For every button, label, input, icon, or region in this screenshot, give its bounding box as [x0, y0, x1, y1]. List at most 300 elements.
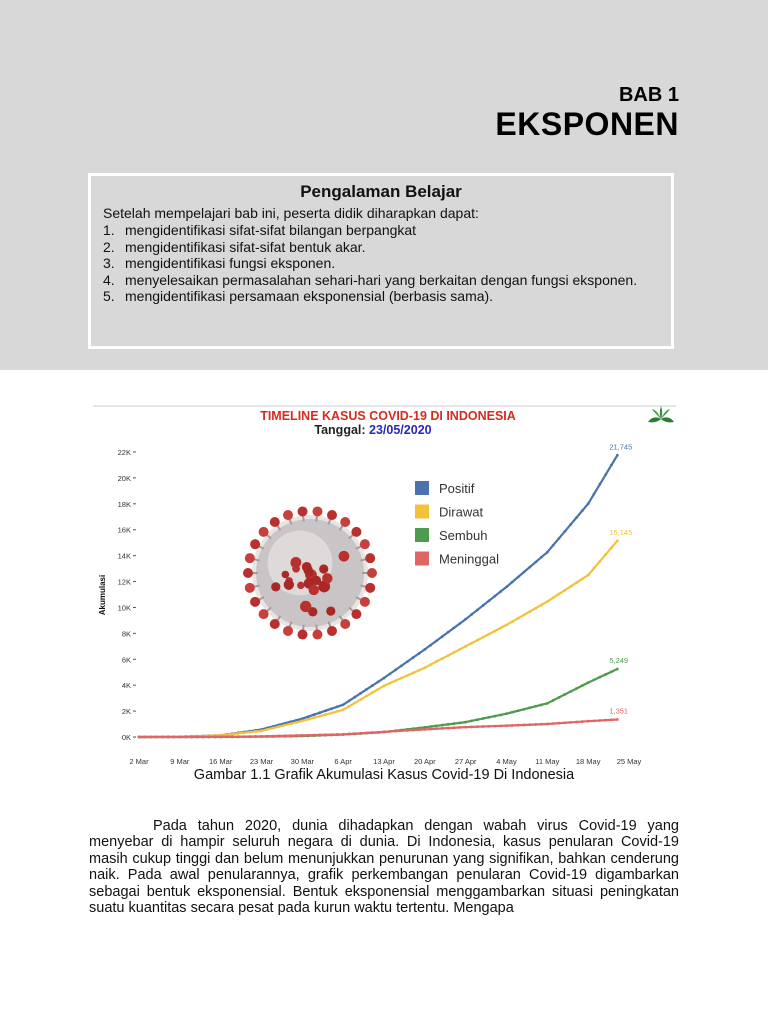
data-point: [330, 707, 333, 710]
x-tick-label: 16 Mar: [208, 757, 233, 766]
y-axis-label: Akumulasi: [98, 574, 107, 616]
data-point: [313, 713, 316, 716]
data-point: [458, 721, 461, 724]
data-point: [283, 734, 286, 737]
data-point: [161, 736, 164, 739]
data-point: [318, 715, 321, 718]
body-text: [89, 818, 679, 916]
data-point: [418, 728, 421, 731]
x-tick-label: 6 Apr: [334, 757, 352, 766]
covid-timeline-chart: [93, 405, 676, 767]
data-point: [353, 696, 356, 699]
data-point: [278, 725, 281, 728]
data-point: [266, 735, 269, 738]
series-line: [139, 541, 617, 737]
data-point: [575, 687, 578, 690]
legend-swatch: [415, 528, 429, 542]
data-point: [482, 604, 485, 607]
data-point: [517, 724, 520, 727]
y-tick-label: 20K: [117, 473, 131, 483]
data-point: [324, 709, 327, 712]
data-point: [348, 700, 351, 703]
data-point: [377, 688, 380, 691]
list-item: [103, 239, 643, 256]
data-point: [353, 732, 356, 735]
data-point: [429, 728, 432, 731]
data-point: [488, 599, 491, 602]
chart-subtitle-date: 23/05/2020: [369, 423, 432, 437]
data-point: [581, 577, 584, 580]
data-point: [598, 483, 601, 486]
data-point: [324, 713, 327, 716]
chart-legend: [415, 481, 499, 567]
data-point: [616, 539, 619, 542]
data-point: [569, 523, 572, 526]
series-end-label: 1,351: [609, 706, 629, 716]
data-point: [447, 654, 450, 657]
legend-label: Positif: [439, 481, 475, 496]
data-point: [248, 735, 251, 738]
data-point: [575, 581, 578, 584]
data-point: [435, 724, 438, 727]
data-point: [546, 723, 549, 726]
data-point: [394, 679, 397, 682]
data-point: [423, 728, 426, 731]
data-point: [377, 731, 380, 734]
data-point: [400, 677, 403, 680]
data-point: [476, 639, 479, 642]
data-point: [423, 666, 426, 669]
data-point: [587, 681, 590, 684]
data-point: [593, 719, 596, 722]
data-point: [412, 656, 415, 659]
data-point: [295, 721, 298, 724]
data-point: [266, 728, 269, 731]
data-point: [563, 530, 566, 533]
data-point: [348, 733, 351, 736]
list-item: [103, 288, 643, 305]
data-point: [441, 635, 444, 638]
data-point: [213, 736, 216, 739]
data-point: [406, 674, 409, 677]
data-point: [552, 699, 555, 702]
data-point: [283, 724, 286, 727]
y-tick-label: 0K: [121, 733, 131, 742]
data-point: [581, 509, 584, 512]
data-point: [383, 730, 386, 733]
data-point: [377, 680, 380, 683]
data-point: [208, 736, 211, 739]
data-point: [313, 734, 316, 737]
data-point: [569, 721, 572, 724]
data-point: [313, 716, 316, 719]
data-point: [488, 633, 491, 636]
x-tick-label: 2 Mar: [129, 757, 149, 766]
data-point: [517, 576, 520, 579]
data-point: [336, 710, 339, 713]
data-point: [272, 727, 275, 730]
data-point: [412, 671, 415, 674]
data-point: [476, 609, 479, 612]
data-point: [435, 639, 438, 642]
data-point: [575, 721, 578, 724]
legend-label: Sembuh: [439, 528, 488, 543]
x-tick-label: 4 May: [496, 757, 517, 766]
data-point: [178, 736, 181, 739]
data-point: [470, 719, 473, 722]
data-point: [563, 589, 566, 592]
data-point: [318, 711, 321, 714]
data-point: [301, 720, 304, 723]
data-point: [231, 733, 234, 736]
data-point: [552, 596, 555, 599]
data-point: [546, 600, 549, 603]
data-point: [155, 736, 158, 739]
data-point: [412, 729, 415, 732]
data-point: [237, 735, 240, 738]
data-point: [307, 734, 310, 737]
y-tick-label: 6K: [121, 655, 131, 665]
data-point: [552, 722, 555, 725]
data-point: [429, 663, 432, 666]
data-point: [598, 676, 601, 679]
data-point: [348, 705, 351, 708]
legend-swatch: [415, 505, 429, 519]
data-point: [394, 730, 397, 733]
data-point: [488, 725, 491, 728]
y-tick-label: 10K: [117, 603, 131, 613]
data-point: [138, 736, 141, 739]
data-point: [523, 708, 526, 711]
data-point: [318, 734, 321, 737]
data-point: [441, 657, 444, 660]
data-point: [563, 721, 566, 724]
data-point: [604, 553, 607, 556]
x-tick-label: 13 Apr: [373, 757, 395, 766]
data-point: [534, 607, 537, 610]
data-point: [289, 734, 292, 737]
data-point: [336, 705, 339, 708]
data-point: [353, 702, 356, 705]
data-point: [540, 556, 543, 559]
data-point: [499, 725, 502, 728]
data-point: [365, 688, 368, 691]
data-point: [528, 723, 531, 726]
data-point: [359, 732, 362, 735]
y-tick-label: 2K: [121, 707, 131, 717]
data-point: [237, 732, 240, 735]
data-point: [371, 684, 374, 687]
learning-box-title: Pengalaman Belajar: [300, 182, 462, 201]
learning-objectives-list: [103, 222, 643, 305]
data-point: [324, 733, 327, 736]
data-point: [569, 585, 572, 588]
data-point: [581, 684, 584, 687]
data-point: [196, 736, 199, 739]
data-point: [540, 703, 543, 706]
data-point: [400, 729, 403, 732]
data-point: [604, 719, 607, 722]
data-point: [540, 723, 543, 726]
figure-caption: Gambar 1.1 Grafik Akumulasi Kasus Covid-19 Di Indonesia: [193, 767, 575, 783]
data-point: [330, 733, 333, 736]
x-tick-label: 25 May: [616, 757, 642, 766]
series-line: [139, 455, 617, 737]
data-point: [371, 691, 374, 694]
data-point: [610, 718, 613, 721]
data-point: [400, 664, 403, 667]
data-point: [458, 622, 461, 625]
series-line: [139, 669, 617, 737]
data-point: [598, 719, 601, 722]
data-point: [190, 736, 193, 739]
data-point: [342, 733, 345, 736]
data-point: [511, 620, 514, 623]
list-item-number: 2.: [103, 238, 115, 255]
data-point: [388, 672, 391, 675]
y-tick-label: 14K: [117, 551, 131, 561]
data-point: [604, 473, 607, 476]
list-item: [103, 272, 643, 289]
data-point: [464, 645, 467, 648]
data-point: [534, 705, 537, 708]
data-point: [558, 537, 561, 540]
list-item-text: mengidentifikasi fungsi eksponen.: [125, 255, 336, 272]
data-point: [558, 696, 561, 699]
data-point: [534, 723, 537, 726]
list-item-number: 3.: [103, 255, 115, 272]
data-point: [248, 731, 251, 734]
data-point: [598, 560, 601, 563]
learning-experience-box: [88, 173, 674, 349]
learning-box-intro: Setelah mempelajari bab ini, peserta didik diharapkan dapat:: [103, 205, 479, 221]
data-point: [505, 712, 508, 715]
data-point: [342, 703, 345, 706]
body-paragraph: Pada tahun 2020, dunia dihadapkan dengan wabah virus Covid-19 yang menyebar di hampir seluruh negara di dunia. Di Indonesia, kasus penularan Covid-19 masih cukup tinggi dan belum menunjukkan penurunan yang signifikan, bahkan cenderung naik. Pada awal penularannya, grafik perkembangan penularan Covid-19 digambarkan sebagai bentuk eksponensial. Bentuk eksponensial menggambarkan situasi peningkatan suatu kuantitas secara pesat pada kurun waktu tertentu. Mengapa: [89, 818, 679, 917]
data-point: [546, 551, 549, 554]
data-point: [272, 735, 275, 738]
data-point: [569, 690, 572, 693]
series-sembuh: [138, 656, 629, 738]
data-point: [540, 604, 543, 607]
data-point: [231, 735, 234, 738]
x-tick-label: 30 Mar: [290, 757, 315, 766]
covid-chart-figure: [93, 405, 676, 767]
data-point: [441, 724, 444, 727]
data-point: [464, 721, 467, 724]
chapter-title: EKSPONEN: [495, 106, 679, 142]
data-point: [558, 593, 561, 596]
data-point: [435, 727, 438, 730]
y-tick-label: 12K: [117, 577, 131, 587]
data-point: [330, 712, 333, 715]
data-point: [523, 571, 526, 574]
data-point: [359, 692, 362, 695]
data-point: [307, 718, 310, 721]
data-point: [418, 669, 421, 672]
data-point: [505, 724, 508, 727]
data-point: [493, 725, 496, 728]
legend-swatch: [415, 481, 429, 495]
data-point: [149, 736, 152, 739]
data-point: [371, 731, 374, 734]
data-point: [254, 735, 257, 738]
list-item-number: 1.: [103, 222, 115, 238]
data-point: [167, 736, 170, 739]
data-point: [143, 736, 146, 739]
data-point: [575, 516, 578, 519]
data-point: [593, 678, 596, 681]
legend-label: Dirawat: [439, 504, 484, 520]
data-point: [523, 614, 526, 617]
data-point: [511, 581, 514, 584]
coronavirus-illustration: [243, 506, 377, 639]
data-point: [464, 618, 467, 621]
list-item-text: mengidentifikasi sifat-sifat bilangan berpangkat: [125, 222, 417, 238]
data-point: [528, 706, 531, 709]
list-item: [103, 222, 643, 239]
data-point: [470, 725, 473, 728]
data-point: [447, 631, 450, 634]
x-tick-label: 18 May: [575, 757, 601, 766]
series-end-label: 15,145: [609, 527, 633, 537]
data-point: [493, 630, 496, 633]
x-tick-label: 20 Apr: [413, 757, 436, 766]
y-tick-label: 8K: [121, 629, 131, 639]
data-point: [406, 660, 409, 663]
data-point: [365, 731, 368, 734]
series-positif: [138, 442, 633, 738]
data-point: [447, 723, 450, 726]
series-dirawat: [138, 528, 633, 739]
x-tick-label: 9 Mar: [170, 757, 190, 766]
data-point: [593, 493, 596, 496]
x-tick-label: 11 May: [535, 757, 560, 766]
data-point: [388, 682, 391, 685]
data-point: [289, 722, 292, 725]
data-point: [447, 727, 450, 730]
data-point: [616, 454, 619, 457]
data-point: [482, 725, 485, 728]
data-point: [225, 735, 228, 738]
data-point: [429, 725, 432, 728]
data-point: [587, 502, 590, 505]
list-item-text: mengidentifikasi sifat-sifat bentuk akar.: [125, 238, 366, 255]
data-point: [528, 566, 531, 569]
data-point: [616, 668, 619, 671]
data-point: [243, 731, 246, 734]
data-point: [499, 627, 502, 630]
data-point: [423, 648, 426, 651]
list-item: [103, 255, 643, 272]
leaf-logo-icon: [648, 406, 674, 422]
data-point: [184, 736, 187, 739]
data-point: [470, 642, 473, 645]
data-point: [470, 613, 473, 616]
data-point: [406, 729, 409, 732]
chart-subtitle-label: Tanggal:: [314, 423, 370, 437]
data-point: [243, 735, 246, 738]
data-point: [493, 595, 496, 598]
data-point: [336, 733, 339, 736]
data-point: [558, 722, 561, 725]
legend-label: Meninggal: [439, 551, 499, 567]
data-point: [458, 648, 461, 651]
data-point: [534, 561, 537, 564]
data-point: [563, 693, 566, 696]
data-point: [260, 729, 263, 732]
data-point: [593, 567, 596, 570]
data-point: [219, 736, 222, 739]
data-point: [482, 636, 485, 639]
data-point: [476, 725, 479, 728]
y-tick-label: 16K: [117, 525, 131, 535]
y-tick-label: 22K: [117, 448, 131, 457]
legend-swatch: [415, 552, 429, 566]
data-point: [342, 708, 345, 711]
data-point: [383, 677, 386, 680]
data-point: [505, 624, 508, 627]
data-point: [604, 673, 607, 676]
data-point: [464, 726, 467, 729]
y-axis: [118, 448, 136, 742]
series-end-label: 5,249: [609, 656, 629, 666]
data-point: [418, 652, 421, 655]
data-point: [523, 724, 526, 727]
data-point: [441, 727, 444, 730]
list-item-number: 5.: [103, 288, 115, 305]
data-point: [552, 544, 555, 547]
data-point: [511, 711, 514, 714]
data-point: [365, 695, 368, 698]
data-point: [383, 684, 386, 687]
data-point: [453, 626, 456, 629]
data-point: [260, 735, 263, 738]
data-point: [453, 722, 456, 725]
data-point: [482, 717, 485, 720]
series-meninggal: [138, 706, 629, 738]
data-point: [511, 724, 514, 727]
data-point: [499, 590, 502, 593]
data-point: [254, 730, 257, 733]
data-point: [278, 735, 281, 738]
data-point: [499, 713, 502, 716]
data-point: [528, 610, 531, 613]
data-point: [173, 736, 176, 739]
data-point: [453, 726, 456, 729]
data-point: [610, 670, 613, 673]
list-item-text: mengidentifikasi persamaan eksponensial (berbasis sama).: [125, 288, 494, 305]
data-point: [610, 464, 613, 467]
data-point: [517, 709, 520, 712]
data-point: [453, 651, 456, 654]
chart-title: TIMELINE KASUS COVID-19 DI INDONESIA: [260, 409, 516, 423]
data-point: [458, 726, 461, 729]
series-line: [139, 720, 617, 738]
data-point: [394, 668, 397, 671]
list-item-text: menyelesaikan permasalahan sehari-hari yang berkaitan dengan fungsi eksponen.: [125, 271, 638, 288]
data-point: [435, 660, 438, 663]
list-item-number: 4.: [103, 271, 115, 288]
data-point: [505, 585, 508, 588]
data-point: [546, 702, 549, 705]
data-point: [616, 718, 619, 721]
x-axis: [129, 757, 641, 766]
series-end-label: 21,745: [609, 442, 633, 452]
data-point: [493, 715, 496, 718]
y-tick-label: 4K: [121, 681, 131, 691]
data-point: [388, 730, 391, 733]
